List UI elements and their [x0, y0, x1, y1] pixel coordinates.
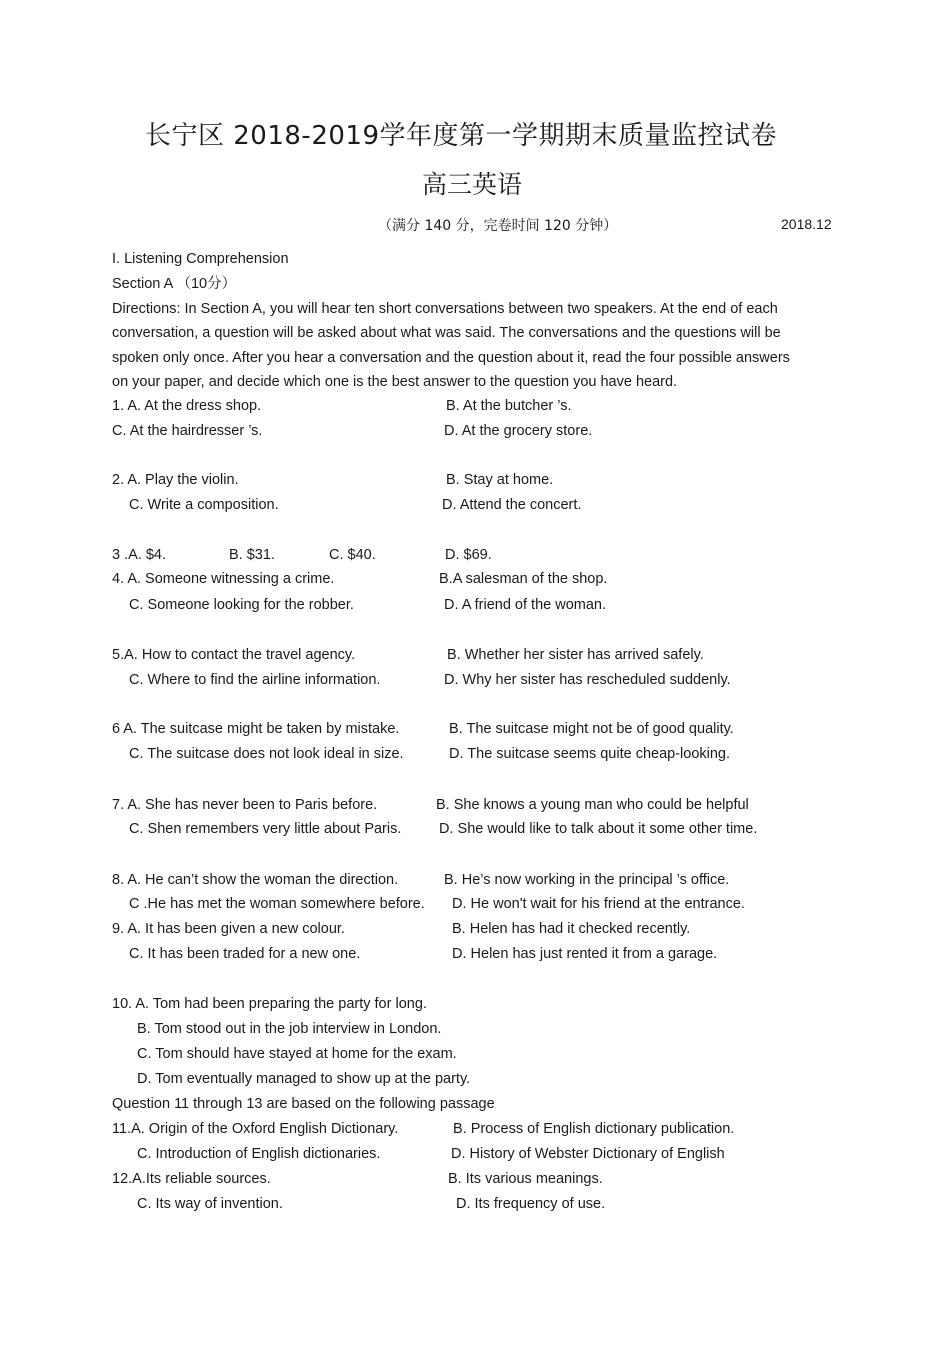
- q12-option-c: C. Its way of invention.: [137, 1196, 283, 1212]
- q11-option-b: B. Process of English dictionary publication.: [453, 1121, 735, 1137]
- exam-date: 2018.12: [781, 216, 832, 232]
- directions-line: conversation, a question will be asked about what was said. The conversations and the questions will be: [112, 325, 781, 341]
- q4-option-b: B.A salesman of the shop.: [439, 571, 608, 587]
- q12-option-a: 12.A.Its reliable sources.: [112, 1171, 271, 1187]
- q1-option-b: B. At the butcher ’s.: [446, 398, 572, 414]
- q5-option-b: B. Whether her sister has arrived safely.: [447, 647, 704, 663]
- q8-option-d: D. He won't wait for his friend at the entrance.: [452, 896, 745, 912]
- section-heading: Section A （10分）: [112, 276, 237, 292]
- page-subtitle: 高三英语: [421, 170, 522, 199]
- q6-option-d: D. The suitcase seems quite cheap-looking.: [449, 746, 731, 762]
- directions-line: Directions: In Section A, you will hear ten short conversations between two speakers. At the end of each: [112, 301, 778, 317]
- q7-option-a: 7. A. She has never been to Paris before.: [112, 797, 378, 813]
- directions-line: spoken only once. After you hear a conversation and the question about it, read the four possible answers: [112, 350, 790, 366]
- q8-option-c: C .He has met the woman somewhere before.: [129, 896, 425, 912]
- q8-option-b: B. He’s now working in the principal ’s office.: [444, 872, 730, 888]
- q5-option-d: D. Why her sister has rescheduled suddenly.: [444, 672, 731, 688]
- q1-option-c: C. At the hairdresser ’s.: [112, 423, 263, 439]
- q1-option-a: 1. A. At the dress shop.: [112, 398, 262, 414]
- q3-option-a: 3 .A. $4.: [112, 547, 167, 563]
- q6-option-c: C. The suitcase does not look ideal in size.: [129, 746, 404, 762]
- q6-option-b: B. The suitcase might not be of good quality.: [449, 721, 734, 737]
- q10-option-d: D. Tom eventually managed to show up at the party.: [137, 1071, 471, 1087]
- q3-option-b: B. $31.: [229, 547, 275, 563]
- q3-option-c: C. $40.: [329, 547, 376, 563]
- q4-option-c: C. Someone looking for the robber.: [129, 597, 354, 613]
- q11-option-d: D. History of Webster Dictionary of English: [451, 1146, 725, 1162]
- page-title: 长宁区 2018-2019学年度第一学期期末质量监控试卷: [145, 121, 777, 151]
- passage-note: Question 11 through 13 are based on the following passage: [112, 1096, 495, 1112]
- q9-option-a: 9. A. It has been given a new colour.: [112, 921, 345, 937]
- part-heading: I. Listening Comprehension: [112, 251, 289, 267]
- q2-option-d: D. Attend the concert.: [442, 497, 582, 513]
- q11-option-a: 11.A. Origin of the Oxford English Dictionary.: [112, 1121, 399, 1137]
- q9-option-c: C. It has been traded for a new one.: [129, 946, 361, 962]
- q12-option-d: D. Its frequency of use.: [456, 1196, 606, 1212]
- q1-option-d: D. At the grocery store.: [444, 423, 593, 439]
- directions-line: on your paper, and decide which one is the best answer to the question you have heard.: [112, 374, 678, 390]
- q5-option-a: 5.A. How to contact the travel agency.: [112, 647, 356, 663]
- q10-option-c: C. Tom should have stayed at home for the exam.: [137, 1046, 457, 1062]
- q11-option-c: C. Introduction of English dictionaries.: [137, 1146, 381, 1162]
- q2-option-a: 2. A. Play the violin.: [112, 472, 239, 488]
- q7-option-d: D. She would like to talk about it some other time.: [439, 821, 758, 837]
- q4-option-a: 4. A. Someone witnessing a crime.: [112, 571, 335, 587]
- q10-option-a: 10. A. Tom had been preparing the party for long.: [112, 996, 427, 1012]
- q8-option-a: 8. A. He can’t show the woman the direction.: [112, 872, 399, 888]
- q9-option-d: D. Helen has just rented it from a garage.: [452, 946, 718, 962]
- q2-option-b: B. Stay at home.: [446, 472, 554, 488]
- q10-option-b: B. Tom stood out in the job interview in London.: [137, 1021, 442, 1037]
- q7-option-b: B. She knows a young man who could be helpful: [436, 797, 749, 813]
- q2-option-c: C. Write a composition.: [129, 497, 279, 513]
- q9-option-b: B. Helen has had it checked recently.: [452, 921, 691, 937]
- q4-option-d: D. A friend of the woman.: [444, 597, 607, 613]
- q7-option-c: C. Shen remembers very little about Paris.: [129, 821, 402, 837]
- exam-info: （满分 140 分，完卷时间 120 分钟）: [378, 218, 618, 234]
- q12-option-b: B. Its various meanings.: [448, 1171, 603, 1187]
- q5-option-c: C. Where to find the airline information.: [129, 672, 381, 688]
- q6-option-a: 6 A. The suitcase might be taken by mistake.: [112, 721, 400, 737]
- q3-option-d: D. $69.: [445, 547, 492, 563]
